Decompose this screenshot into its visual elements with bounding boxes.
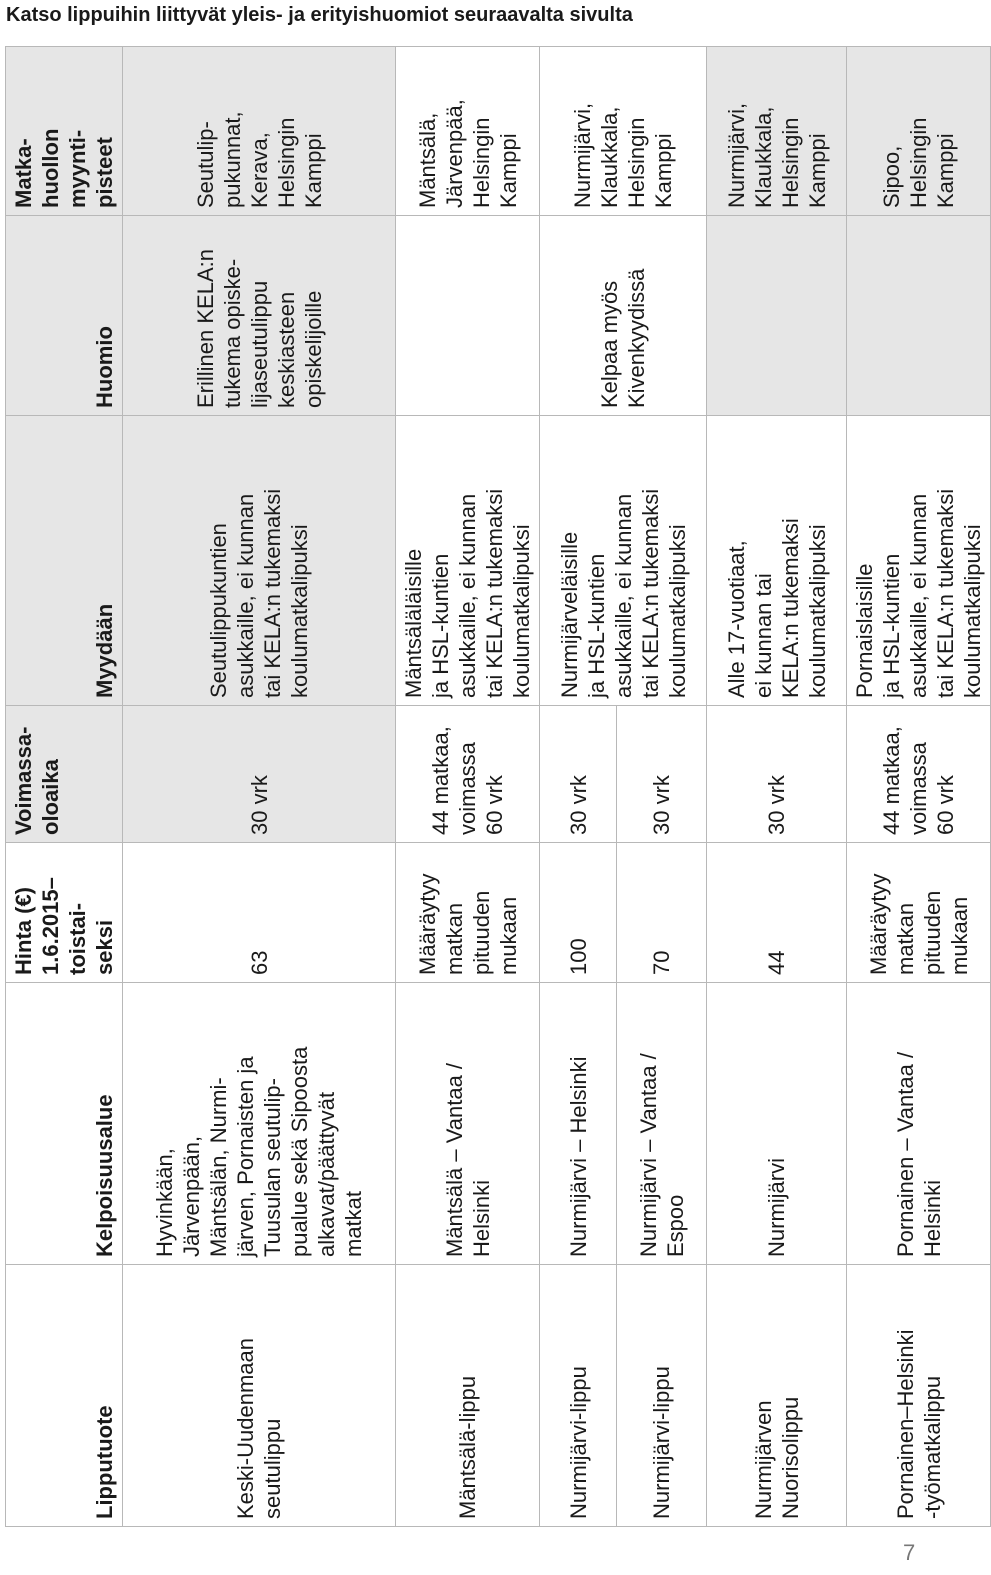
cell-product: Mäntsälä-lippu (396, 1265, 540, 1527)
table-row (396, 47, 540, 1527)
ticket-table-frame (5, 47, 985, 1527)
table-row (707, 47, 847, 1527)
table-row (540, 47, 617, 1527)
cell-zone: Nurmijärvi (707, 983, 847, 1265)
cell-note (847, 216, 991, 416)
cell-zone: Hyvinkään, Järvenpään, Mäntsälän, Nurmi- järven, Pornaisten ja Tuusulan seutulip- pualue sekä Sipoosta alkavat/päättyvät matkat (123, 983, 396, 1265)
table-row (123, 47, 396, 1527)
cell-sales-points: Sipoo, Helsingin Kamppi (847, 47, 991, 216)
cell-zone: Nurmijärvi – Vantaa / Espoo (617, 983, 707, 1265)
cell-product: Pornainen–Helsinki -työmatkalippu (847, 1265, 991, 1527)
header-zone: Kelpoisuusalue (6, 983, 123, 1265)
cell-price: Määräytyy matkan pituuden mukaan (396, 843, 540, 983)
cell-product: Nurmijärven Nuorisolippu (707, 1265, 847, 1527)
header-note: Huomio (6, 216, 123, 416)
cell-sold-to: Nurmijärveläisille ja HSL-kuntien asukkaille, ei kunnan tai KELA:n tukemaksi koulumatkalipuksi (540, 416, 707, 706)
cell-price: Määräytyy matkan pituuden mukaan (847, 843, 991, 983)
header-sold-to: Myydään (6, 416, 123, 706)
cell-sold-to: Alle 17-vuotiaat, ei kunnan tai KELA:n tukemaksi koulumatkalipuksi (707, 416, 847, 706)
cell-price: 63 (123, 843, 396, 983)
cell-sold-to: Seutulippukuntien asukkaille, ei kunnan tai KELA:n tukemaksi koulumatkalipuksi (123, 416, 396, 706)
header-sales-points: Matka- huollon myynti- pisteet (6, 47, 123, 216)
cell-validity: 30 vrk (123, 706, 396, 843)
cell-zone: Mäntsälä – Vantaa / Helsinki (396, 983, 540, 1265)
cell-price: 44 (707, 843, 847, 983)
cell-price: 100 (540, 843, 617, 983)
cell-sales-points: Nurmijärvi, Klaukkala, Helsingin Kamppi (707, 47, 847, 216)
cell-note (707, 216, 847, 416)
cell-sales-points: Nurmijärvi, Klaukkala, Helsingin Kamppi (540, 47, 707, 216)
cell-sales-points: Seutulip- pukunnat, Kerava, Helsingin Kamppi (123, 47, 396, 216)
page-heading: Katso lippuihin liittyvät yleis- ja erityishuomiot seuraavalta sivulta (6, 4, 633, 26)
cell-sales-points: Mäntsälä, Järvenpää, Helsingin Kamppi (396, 47, 540, 216)
cell-validity: 30 vrk (617, 706, 707, 843)
cell-note: Kelpaa myös Kivenkyydissä (540, 216, 707, 416)
header-price: Hinta (€) 1.6.2015– toistai- seksi (6, 843, 123, 983)
header-product: Lipputuote (6, 1265, 123, 1527)
header-validity: Voimassa- oloaika (6, 706, 123, 843)
ticket-table (5, 46, 991, 1527)
cell-validity: 30 vrk (707, 706, 847, 843)
page-number: 7 (903, 1540, 916, 1565)
table-row (847, 47, 991, 1527)
cell-zone: Pornainen – Vantaa / Helsinki (847, 983, 991, 1265)
cell-product: Nurmijärvi-lippu (617, 1265, 707, 1527)
cell-product: Keski-Uudenmaan seutulippu (123, 1265, 396, 1527)
ticket-table-rotated (5, 47, 985, 1527)
table-header-row (6, 47, 123, 1527)
cell-sold-to: Pornaislaisille ja HSL-kuntien asukkaille, ei kunnan tai KELA:n tukemaksi koulumatkalipuksi (847, 416, 991, 706)
cell-price: 70 (617, 843, 707, 983)
cell-validity: 44 matkaa, voimassa 60 vrk (847, 706, 991, 843)
cell-note (396, 216, 540, 416)
cell-sold-to: Mäntsäläläisille ja HSL-kuntien asukkaille, ei kunnan tai KELA:n tukemaksi koulumatkalipuksi (396, 416, 540, 706)
cell-validity: 44 matkaa, voimassa 60 vrk (396, 706, 540, 843)
cell-zone: Nurmijärvi – Helsinki (540, 983, 617, 1265)
cell-note: Erillinen KELA:n tukema opiske- lijaseutulippu keskiasteen opiskelijoille (123, 216, 396, 416)
cell-validity: 30 vrk (540, 706, 617, 843)
cell-product: Nurmijärvi-lippu (540, 1265, 617, 1527)
